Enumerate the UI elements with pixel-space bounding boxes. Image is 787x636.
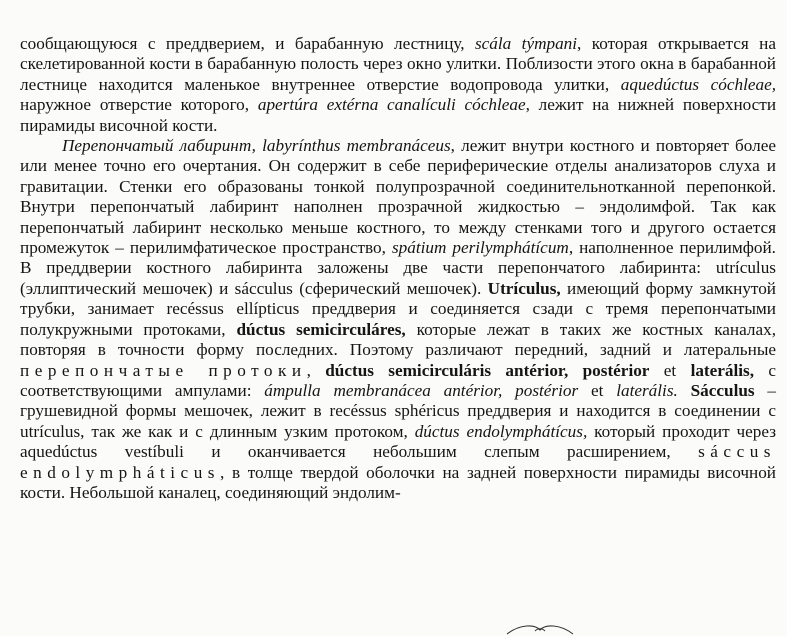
text-segment: [678, 381, 691, 400]
body-text: [20, 34, 776, 503]
text-segment: , лежит на нижней поверхности пирамиды височной кости.: [20, 95, 777, 135]
text-segment: имеющий форму замкнутой трубки, занимает recéssus ellípticus преддверия и соединяется сзади с тремя перепончатыми полукружными протоками,: [20, 278, 776, 339]
text-segment: , лежит внутри костного и повторяет более или менее точно его очертания. Он содержит в себе периферические отделы анализаторов слуха и гравитации. Стенки его образованы тонкой полупрозрачной соединительнотканной перепонкой. Внутри перепончатый лабиринт наполнен прозрачной жидкостью – эндолимфой. Так как перепончатый лабиринт несколько меньше костного, то между стенками того и другого остается промежуток – перилимфатическое пространство,: [20, 136, 776, 258]
text-segment: сообщающуюся с преддверием, и барабанную лестницу,: [20, 34, 475, 53]
text-segment: et: [578, 380, 617, 400]
paragraph-2: [20, 136, 776, 503]
text-segment: scála týmpani: [474, 34, 578, 53]
text-segment: , наполненное перилимфой. В преддверии костного лабиринта заложены две части перепончатого лабиринта: utrículus (эллиптический мешочек) и sácculus (сферический мешочек).: [20, 238, 776, 298]
text-segment: apertúra extérna canalículi cóchleae: [257, 95, 526, 115]
text-segment: перепончатые протоки: [20, 360, 307, 380]
ornament-flourish-icon: [505, 622, 575, 636]
text-segment: – грушевидной формы мешочек, лежит в recéssus sphéricus преддверия и находится в соединении с utrículus, так же как и с длинным узким протоком,: [20, 380, 777, 441]
text-segment: dúctus semicirculáres,: [236, 319, 406, 339]
paragraph-1: [20, 34, 776, 136]
text-segment: , в толще твердой оболочки на задней поверхности пирамиды височной кости. Небольшой каналец, соединяющий эндолим-: [20, 462, 776, 502]
text-segment: et: [649, 360, 691, 380]
text-segment: , которая открывается на скелетированной кости в барабанную полость через окно улитки. Поблизости этого окна в барабанной лестнице находится маленькое внутреннее отверстие водопровода улитки,: [20, 34, 777, 94]
text-segment: ,: [306, 360, 326, 380]
text-segment: наружное отверстие которого,: [20, 95, 258, 115]
text-segment: Sácculus: [690, 380, 755, 400]
text-segment: ámpulla membranácea antérior, postérior: [264, 380, 579, 400]
text-segment: sáccus endolympháticus: [20, 442, 776, 482]
text-segment: aquedúctus cóchleae,: [620, 74, 776, 94]
text-segment: которые лежат в таких же костных каналах, повторяя в точности форму последних. Поэтому различают передний, задний и латеральные: [20, 319, 776, 360]
text-segment: laterális,: [690, 360, 755, 380]
text-segment: который проходит через aquedúctus vestíbuli и оканчивается небольшим слепым расширением,: [20, 421, 777, 462]
text-segment: laterális.: [616, 380, 678, 400]
text-segment: dúctus endolymphátícus,: [414, 421, 588, 441]
text-segment: Utrículus,: [487, 278, 561, 298]
text-segment: с соответствующими ампулами:: [20, 360, 777, 400]
text-segment: dúctus semicirculáris antérior, postérior: [325, 360, 650, 380]
text-segment: spátium perilymphátícum: [391, 238, 569, 258]
text-segment: Перепончатый лабиринт, labyrínthus membranáceus: [62, 136, 451, 156]
